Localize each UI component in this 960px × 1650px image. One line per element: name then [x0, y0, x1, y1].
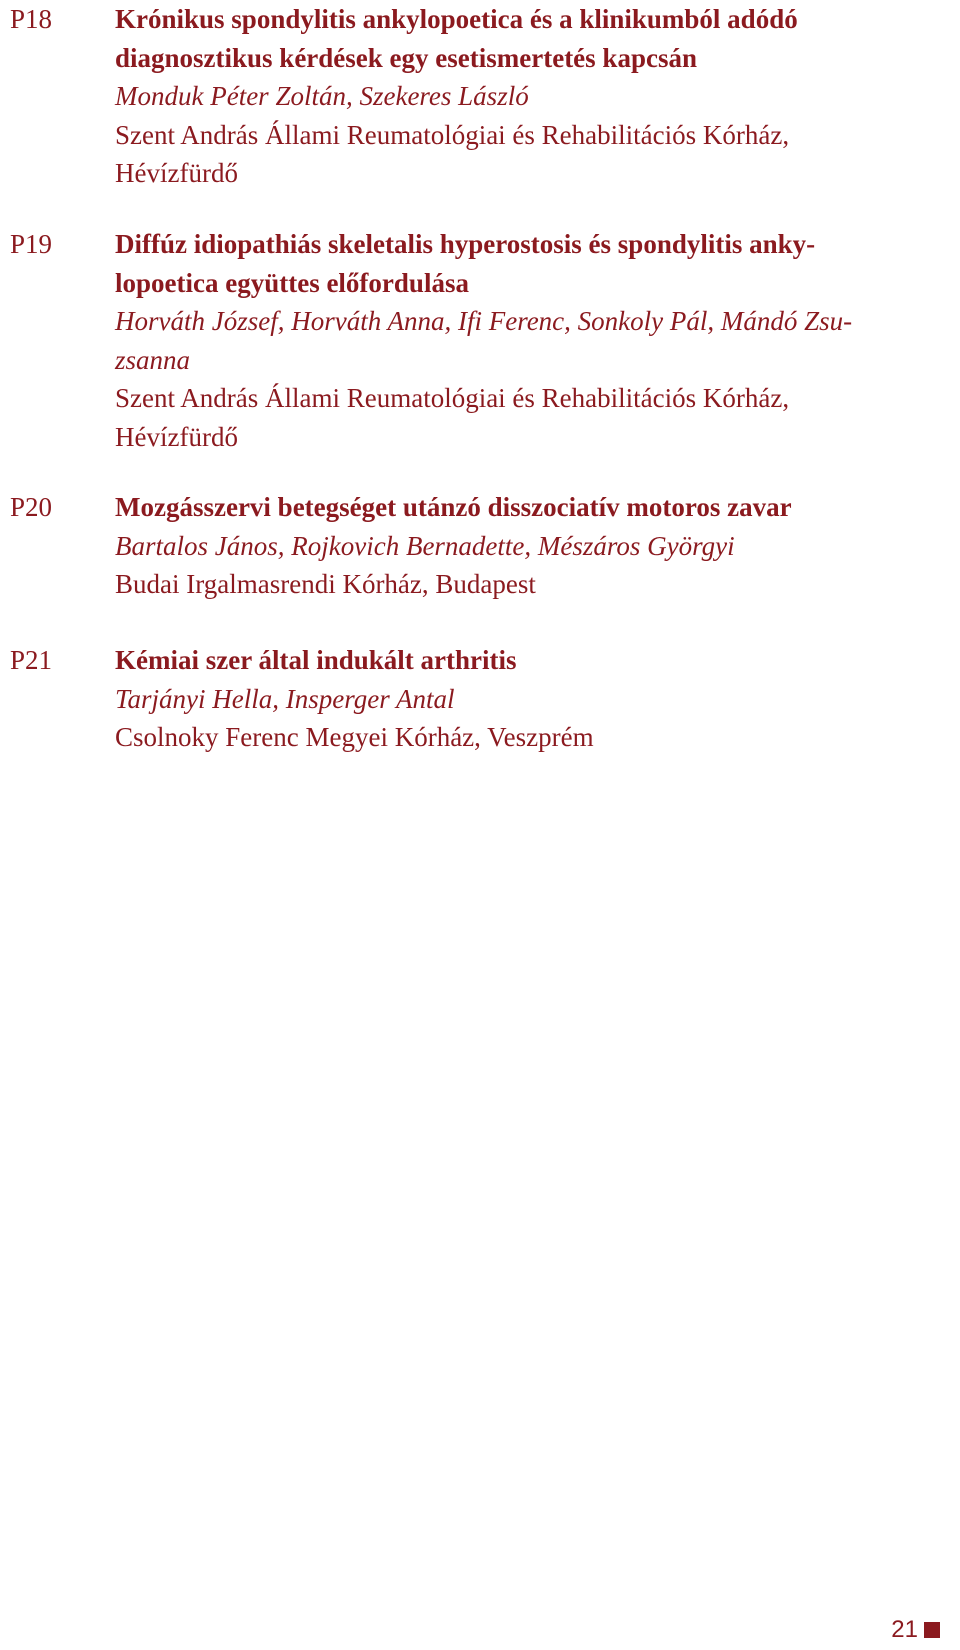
abstract-id: P19 — [10, 229, 53, 259]
abstract-affiliation — [115, 116, 935, 193]
page-marker-square — [924, 1622, 940, 1638]
affiliation-line: Hévízfürdő — [115, 158, 238, 188]
title-line: Krónikus spondylitis ankylopoetica és a klinikumból adódó — [115, 4, 798, 34]
abstract-affiliation — [115, 379, 935, 456]
affiliation-line: Szent András Állami Reumatológiai és Rehabilitációs Kórház, — [115, 119, 790, 150]
title-line: Kémiai szer által indukált arthritis — [115, 645, 517, 675]
author-line: Monduk Péter Zoltán, Szekeres László — [115, 81, 529, 111]
author-line: zsanna — [115, 344, 191, 375]
abstract-id: P21 — [10, 645, 53, 675]
abstract-title — [115, 225, 935, 302]
abstract-authors — [115, 77, 935, 116]
author-line: Horváth József, Horváth Anna, Ifi Ferenc, Sonkoly Pál, Mándó Zsu- — [115, 306, 853, 336]
abstract-title — [115, 641, 935, 680]
title-line: diagnosztikus kérdések egy esetismertetés kapcsán — [115, 42, 697, 73]
page-number: 21 — [891, 1616, 918, 1643]
abstract-id: P20 — [10, 492, 53, 522]
title-line: Diffúz idiopathiás skeletalis hyperostosis és spondylitis anky- — [115, 229, 816, 259]
abstract-body — [115, 0, 935, 193]
author-line: Bartalos János, Rojkovich Bernadette, Mészáros Györgyi — [115, 530, 735, 561]
abstract-authors — [115, 302, 935, 379]
abstract-affiliation — [115, 565, 935, 604]
title-line: Mozgásszervi betegséget utánzó disszociatív motoros zavar — [115, 492, 792, 522]
abstract-authors — [115, 527, 935, 566]
abstract-affiliation — [115, 718, 935, 757]
affiliation-line: Szent András Állami Reumatológiai és Rehabilitációs Kórház, — [115, 383, 790, 413]
title-line: lopoetica együttes előfordulása — [115, 267, 469, 298]
affiliation-line: Csolnoky Ferenc Megyei Kórház, Veszprém — [115, 722, 594, 752]
abstract-body — [115, 488, 935, 604]
abstract-id: P18 — [10, 4, 53, 34]
affiliation-line: Hévízfürdő — [115, 421, 238, 452]
affiliation-line: Budai Irgalmasrendi Kórház, Budapest — [115, 569, 536, 599]
abstract-authors — [115, 680, 935, 719]
abstract-title — [115, 0, 935, 77]
abstract-title — [115, 488, 935, 527]
abstract-body — [115, 225, 935, 456]
abstract-body — [115, 641, 935, 757]
author-line: Tarjányi Hella, Insperger Antal — [115, 683, 455, 714]
